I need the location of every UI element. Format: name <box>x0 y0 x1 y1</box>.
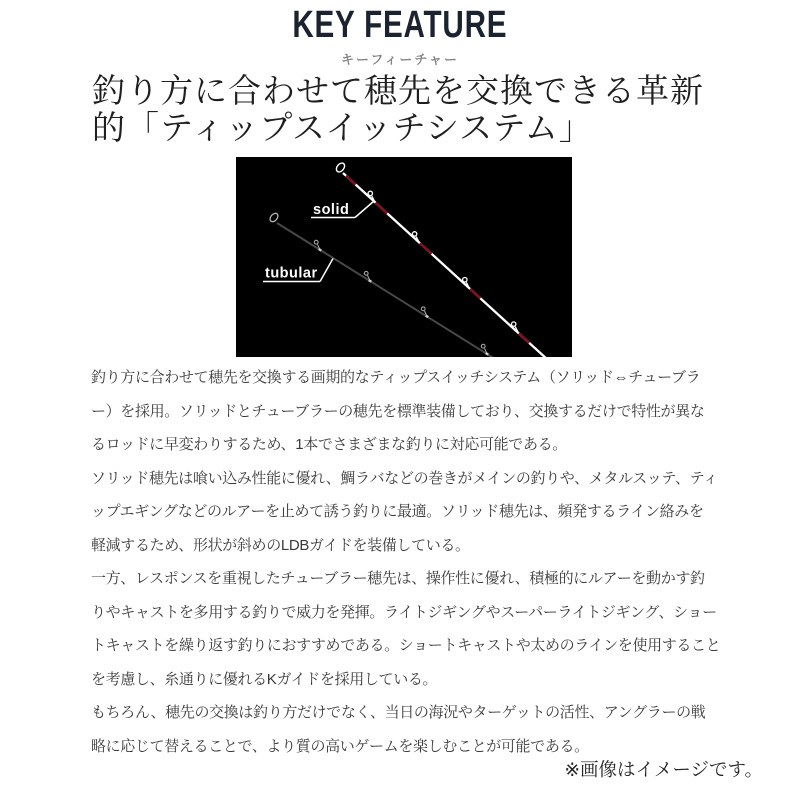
body-line: を考慮し、糸通りに優れるKガイドを採用している。 <box>91 670 438 688</box>
rod-tips-figure <box>236 157 572 357</box>
body-line: りやキャストを多用する釣りで威力を発揮。ライトジギングやスーパーライトジギング、ショー <box>91 603 717 621</box>
body-line: もちろん、穂先の交換は釣り方だけでなく、当日の海況やターゲットの活性、アングラーの戦 <box>91 704 706 721</box>
body-line: 軽減するため、形状が斜めのLDBガイドを装備している。 <box>91 536 470 554</box>
body-line: 一方、レスポンスを重視したチューブラー穂先は、操作性に優れ、積極的にルアーを動かす釣 <box>91 570 705 587</box>
key-feature-subtitle: キーフィーチャー <box>341 52 459 67</box>
body-line: るロッドに早変わりするため、1本でさまざまな釣りに対応可能である。 <box>91 436 567 453</box>
main-heading <box>92 74 732 147</box>
body-line: 略に応じて替えることで、より質の高いゲームを楽しむことが可能である。 <box>91 737 589 755</box>
body-text <box>91 361 751 763</box>
key-feature-title-wrap <box>0 6 800 44</box>
body-line: トキャストを繰り返す釣りにおすすめである。ショートキャストや太めのラインを使用すること <box>91 637 721 654</box>
solid-label: solid <box>313 202 350 218</box>
body-line: 釣り方に合わせて穂先を交換する画期的なティップスイッチシステム（ソリッド⇔チューブラ <box>91 369 701 386</box>
rod-tips-illustration <box>236 157 572 357</box>
body-line: ー）を採用。ソリッドとチューブラーの穂先を標準装備しており、交換するだけで特性が異な <box>91 402 705 420</box>
body-line: ップエギングなどのルアーを止めて誘う釣りに最適。ソリッド穂先は、頻発するライン絡みを <box>91 503 704 520</box>
body-line: ソリッド穂先は喰い込み性能に優れ、鯛ラバなどの巻きがメインの釣りや、メタルスッテ、ティ <box>91 469 718 487</box>
main-heading-line-1: 釣り方に合わせて穂先を交換できる革新 <box>92 74 704 110</box>
key-feature-title: KEY FEATURE <box>292 4 508 46</box>
figure-background <box>236 157 572 357</box>
main-heading-line-2: 的「ティップスイッチシステム」 <box>92 110 593 147</box>
image-disclaimer-note: ※画像はイメージです。 <box>564 759 763 780</box>
tubular-label: tubular <box>265 265 318 282</box>
